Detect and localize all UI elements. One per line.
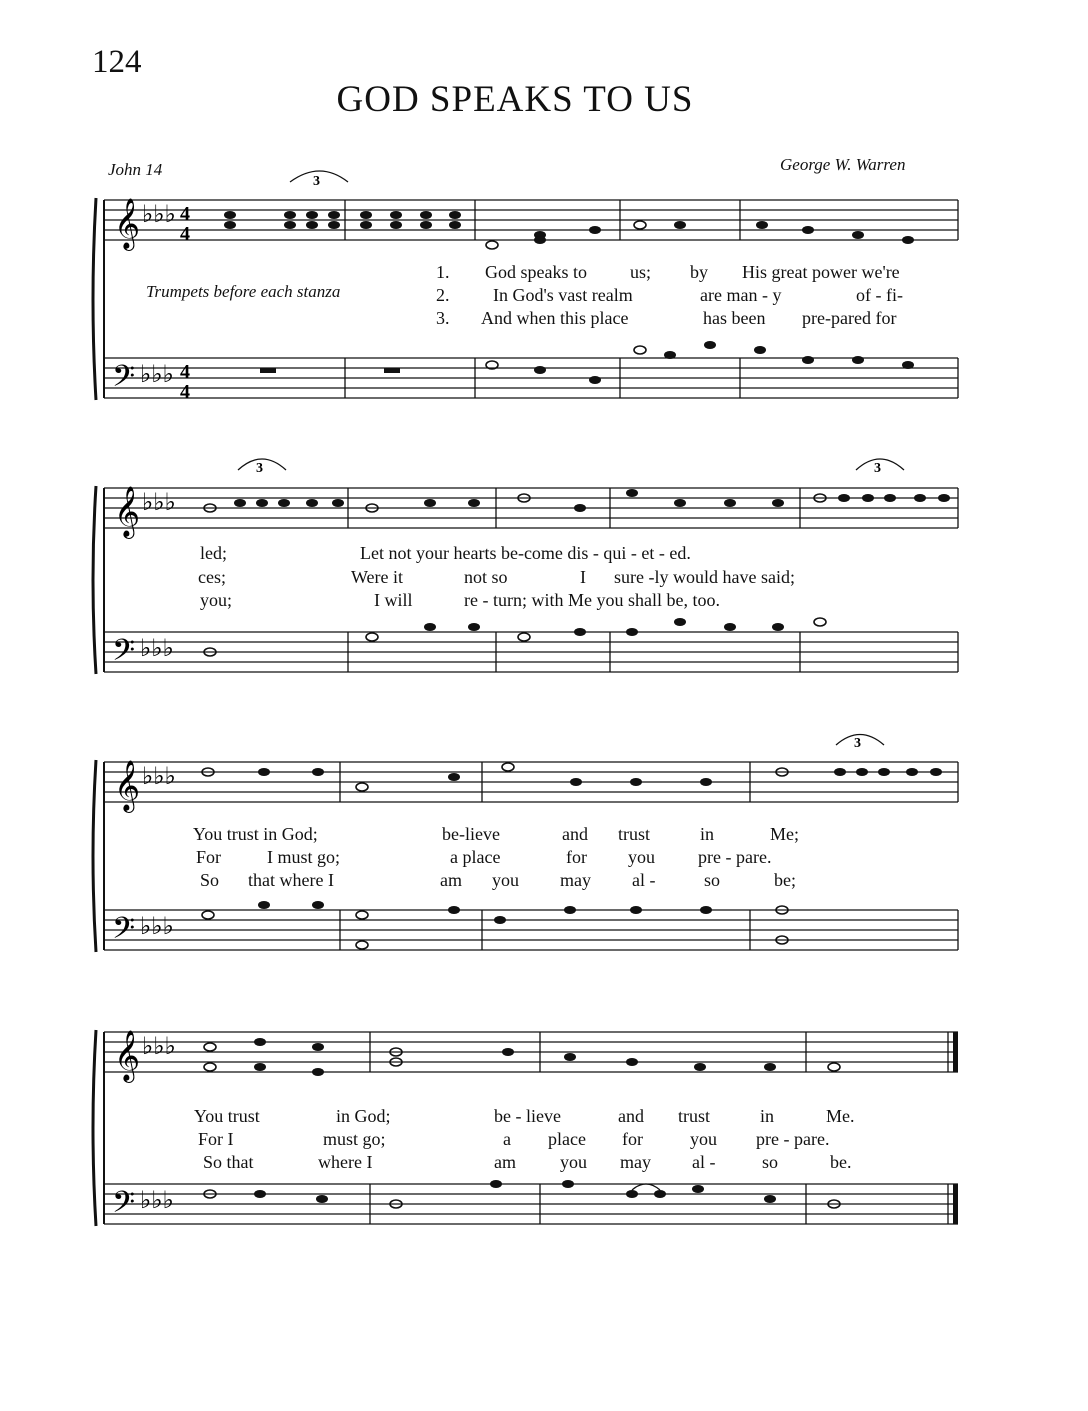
svg-text:♭♭♭: ♭♭♭ — [140, 634, 174, 662]
svg-text:𝄞: 𝄞 — [114, 1030, 141, 1081]
svg-text:4: 4 — [180, 381, 190, 403]
verse-number: 3. — [436, 308, 450, 328]
svg-text:𝄢: 𝄢 — [112, 360, 136, 401]
svg-text:𝄢: 𝄢 — [112, 912, 136, 953]
hymn-number: 124 — [92, 44, 142, 80]
scripture-reference: John 14 — [108, 160, 163, 179]
svg-text:3: 3 — [854, 736, 861, 751]
composer-credit: George W. Warren — [780, 155, 906, 174]
svg-text:♭♭♭: ♭♭♭ — [140, 912, 174, 940]
svg-text:𝄞: 𝄞 — [114, 198, 141, 249]
svg-text:3: 3 — [313, 174, 320, 189]
svg-text:♭♭♭: ♭♭♭ — [142, 488, 176, 516]
svg-text:4: 4 — [180, 203, 190, 225]
svg-text:4: 4 — [180, 223, 190, 245]
system-4-score — [0, 1010, 1088, 1250]
svg-text:♭♭♭: ♭♭♭ — [142, 1032, 176, 1060]
system-3-score — [0, 730, 1088, 970]
svg-text:𝄞: 𝄞 — [114, 486, 141, 537]
svg-text:𝄢: 𝄢 — [112, 1186, 136, 1227]
hymn-title: GOD SPEAKS TO US — [336, 79, 694, 120]
performance-instruction: Trumpets before each stanza — [146, 282, 341, 301]
svg-text:3: 3 — [256, 461, 263, 476]
svg-text:♭♭♭: ♭♭♭ — [140, 1186, 174, 1214]
svg-text:3: 3 — [874, 461, 881, 476]
svg-text:𝄞: 𝄞 — [114, 760, 141, 811]
svg-text:♭♭♭: ♭♭♭ — [142, 762, 176, 790]
svg-text:♭♭♭: ♭♭♭ — [142, 200, 176, 228]
verse-number: 2. — [436, 285, 450, 305]
system-2-score — [0, 440, 1088, 690]
svg-text:𝄢: 𝄢 — [112, 634, 136, 675]
svg-text:4: 4 — [180, 361, 190, 383]
verse-number: 1. — [436, 262, 450, 282]
svg-text:♭♭♭: ♭♭♭ — [140, 360, 174, 388]
